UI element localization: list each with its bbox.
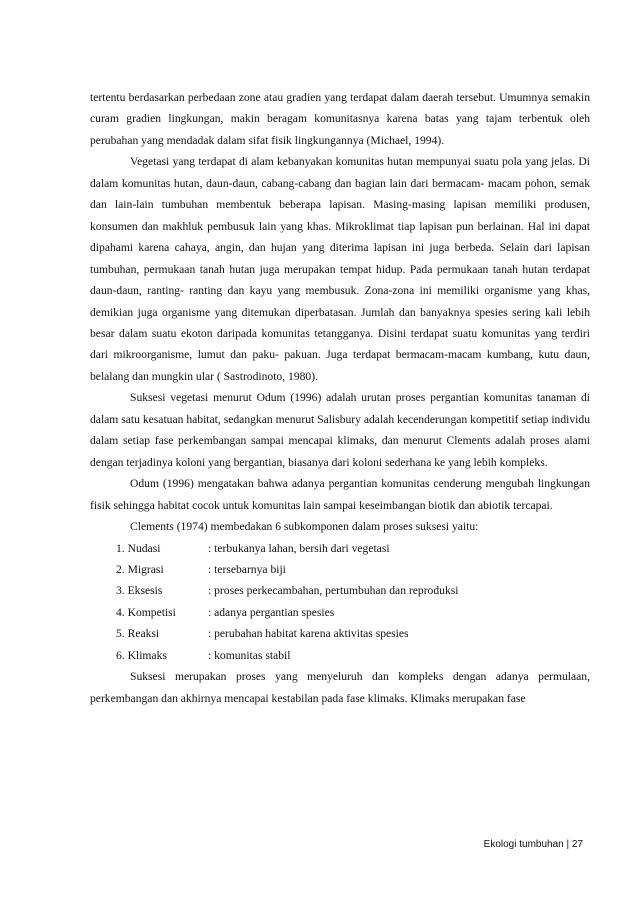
paragraph: Vegetasi yang terdapat di alam kebanyakan komunitas hutan mempunyai suatu pola yang jelas. Di dalam komunitas hutan, daun-daun, cabang-cabang dan bagian lain dari bermacam- macam pohon, semak dan lain-lain tumbuhan membentuk beberapa lapisan. Masing-masing lapisan memiliki produsen, konsumen dan makhluk pembusuk lain yang khas. Mikroklimat tiap lapisan pun berlainan. Hal ini dapat dipahami karena cahaya, angin, dan hujan yang diterima lapisan ini juga berbeda. Selain dari lapisan tumbuhan, permukaan tanah hutan juga merupakan tempat hidup. Pada permukaan tanah hutan terdapat daun-daun, ranting- ranting dan kayu yang membusuk. Zona-zona ini memiliki organisme yang khas, demikian juga organisme yang ditemukan diperbatasan. Jumlah dan banyaknya spesies sering kali lebih besar dalam suatu ekoton daripada komunitas tetangganya. Disini terdapat suatu komunitas yang terdiri dari mikroorganisme, lumut dan paku- pakuan. Juga terdapat bermacam-macam kumbang, kutu daun, belalang dan mungkin ular ( Sastrodinoto, 1980). xyxy=(90,155,590,383)
list-item-desc: : tersebarnya biji xyxy=(208,562,286,576)
list-item-term: 5. Reaksi xyxy=(116,627,160,641)
paragraph: Suksesi merupakan proses yang menyeluruh dan kompleks dengan adanya permulaan, perkembangan dan akhirnya mencapai kestabilan pada fase klimaks. Klimaks merupakan fase xyxy=(90,670,590,705)
subcomponent-list xyxy=(90,538,590,667)
list-item xyxy=(90,538,590,559)
list-item-term: 6. Klimaks xyxy=(116,648,167,662)
list-item-desc: : perubahan habitat karena aktivitas spesies xyxy=(208,627,409,641)
list-item-term: 3. Eksesis xyxy=(116,584,163,598)
paragraph: Suksesi vegetasi menurut Odum (1996) adalah urutan proses pergantian komunitas tanaman di dalam satu kesatuan habitat, sedangkan menurut Salisbury adalah kecenderungan kompetitif setiap individu dalam setiap fase perkembangan sampai mencapai klimaks, dan menurut Clements adalah proses alami dengan terjadinya koloni yang bergantian, biasanya dari koloni sederhana ke yang lebih kompleks. xyxy=(90,391,590,469)
list-item-desc: : adanya pergantian spesies xyxy=(208,605,335,619)
list-item xyxy=(90,623,590,644)
paragraph: Clements (1974) membedakan 6 subkomponen dalam proses suksesi yaitu: xyxy=(130,520,479,534)
list-item-desc: : proses perkecambahan, pertumbuhan dan reproduksi xyxy=(208,584,459,598)
paragraph: tertentu berdasarkan perbedaan zone atau gradien yang terdapat dalam daerah tersebut. Umumnya semakin curam gradien lingkungan, makin beragam komunitasnya karena batas yang tajam terbentuk oleh perubahan yang mendadak dalam sifat fisik lingkungannya (Michael, 1994). xyxy=(90,91,590,147)
list-item-desc: : terbukanya lahan, bersih dari vegetasi xyxy=(208,541,390,555)
list-item-term: 2. Migrasi xyxy=(116,562,164,576)
list-item-term: 1. Nudasi xyxy=(116,541,161,555)
list-item-desc: : komunitas stabil xyxy=(208,648,291,662)
list-item-term: 4. Kompetisi xyxy=(116,605,176,619)
body-text xyxy=(90,87,590,709)
page-footer: Ekologi tumbuhan | 27 xyxy=(483,839,583,850)
list-item xyxy=(90,645,590,666)
list-item xyxy=(90,559,590,580)
list-item xyxy=(90,602,590,623)
paragraph: Odum (1996) mengatakan bahwa adanya pergantian komunitas cenderung mengubah lingkungan fisik sehingga habitat cocok untuk komunitas lain sampai keseimbangan biotik dan abiotik tercapai. xyxy=(90,477,590,512)
list-item xyxy=(90,580,590,601)
